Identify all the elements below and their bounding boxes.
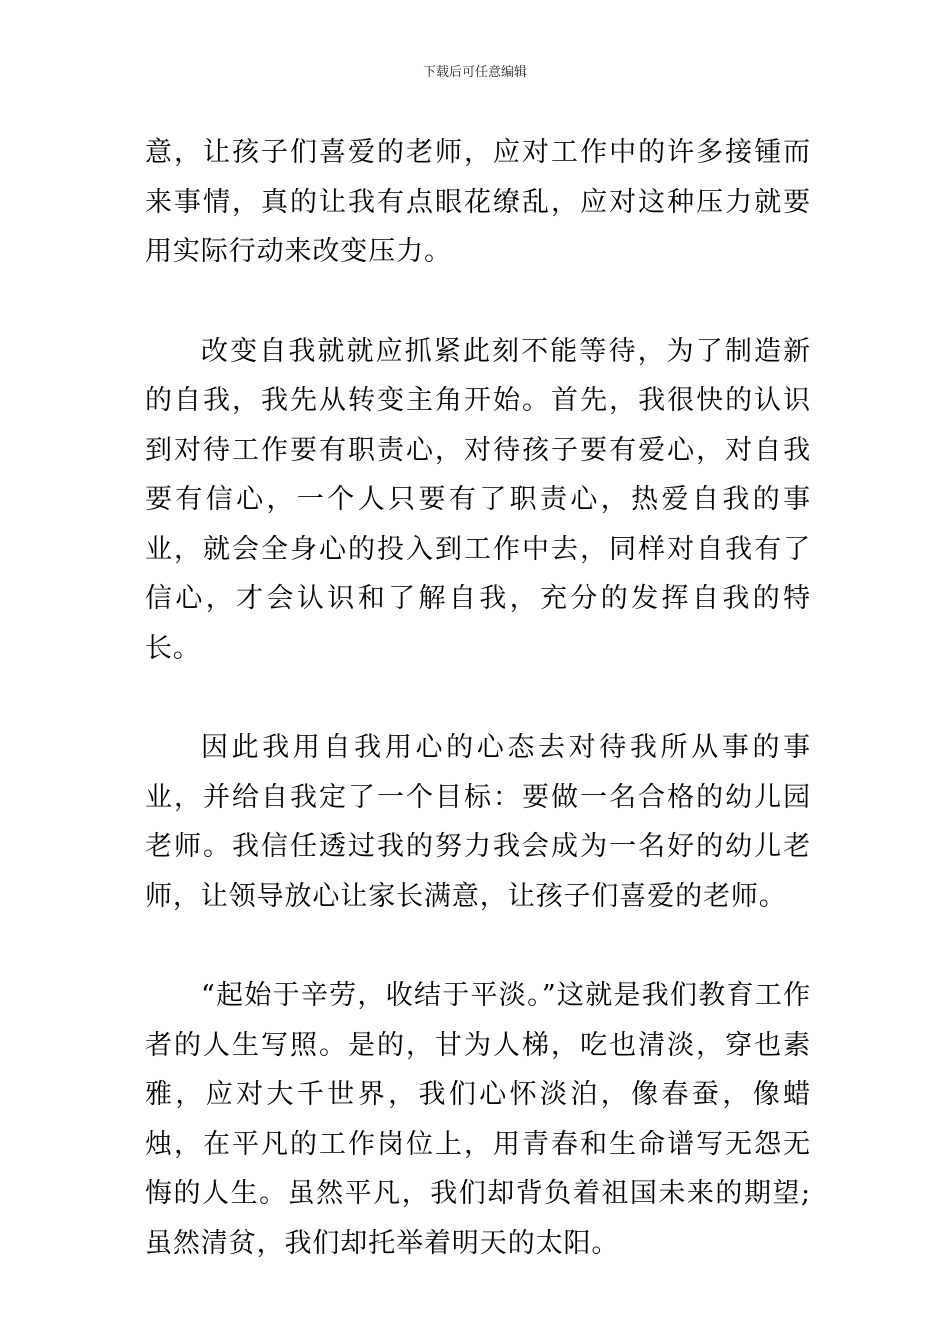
paragraph-gap bbox=[145, 921, 811, 971]
paragraph-3: 因此我用自我用心的心态去对待我所从事的事业，并给自我定了一个目标：要做一名合格的幼儿园老师。我信任透过我的努力我会成为一名好的幼儿老师，让领导放心让家长满意，让孩子们喜爱的老师。 bbox=[145, 732, 811, 912]
page-header-note: 下载后可任意编辑 bbox=[422, 65, 527, 80]
paragraph-4: “起始于辛劳，收结于平淡。”这就是我们教育工作者的人生写照。是的，甘为人梯，吃也清淡，穿也素雅，应对大千世界，我们心怀淡泊，像春蚕，像蜡烛，在平凡的工作岗位上，用青春和生命谱写无怨无悔的人生。虽然平凡，我们却背负着祖国未来的期望;虽然清贫，我们却托举着明天的太阳。 bbox=[145, 980, 811, 1259]
paragraph-gap bbox=[145, 277, 811, 327]
paragraph-2: 改变自我就就应抓紧此刻不能等待，为了制造新的自我，我先从转变主角开始。首先，我很快的认识到对待工作要有职责心，对待孩子要有爱心，对自我要有信心，一个人只要有了职责心，热爱自我的事业，就会全身心的投入到工作中去，同样对自我有了信心，才会认识和了解自我，充分的发挥自我的特长。 bbox=[145, 335, 811, 664]
paragraph-gap bbox=[145, 673, 811, 723]
document-body bbox=[145, 128, 811, 1268]
paragraph-1: 意，让孩子们喜爱的老师，应对工作中的许多接锺而来事情，真的让我有点眼花缭乱，应对这种压力就要用实际行动来改变压力。 bbox=[145, 137, 811, 267]
